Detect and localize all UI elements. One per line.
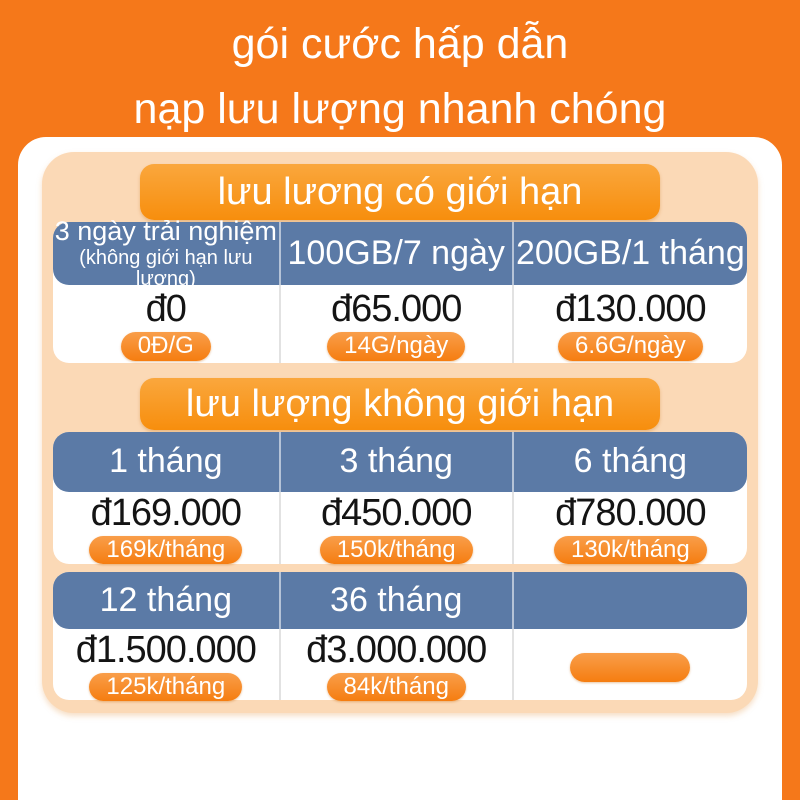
plan-duration-label: 3 ngày trải nghiệm — [54, 216, 277, 247]
price-per-unit-badge: 169k/tháng — [89, 536, 242, 564]
section-banner-unlimited: lưu lượng không giới hạn — [140, 378, 660, 430]
plan-duration-cell-12m: 12 tháng — [53, 572, 281, 629]
unlimited-plans-table-row1 — [53, 432, 747, 564]
plan-price-cell — [53, 629, 281, 700]
limited-plans-header-row — [53, 216, 747, 290]
price-per-unit-badge: 125k/tháng — [89, 673, 242, 701]
row-spacer — [42, 564, 758, 570]
section-banner-limited: lưu lương có giới hạn — [140, 164, 660, 220]
price-per-unit-badge: 6.6G/ngày — [558, 332, 703, 361]
plan-price-cell — [53, 492, 281, 564]
plan-price-cell — [514, 285, 747, 363]
price-per-unit-badge-empty — [570, 653, 690, 682]
price-per-unit-badge: 150k/tháng — [320, 536, 473, 564]
price-value: đ169.000 — [90, 492, 242, 534]
price-value: đ450.000 — [320, 492, 472, 534]
content-card — [18, 137, 782, 800]
price-value: đ1.500.000 — [75, 628, 256, 671]
plan-duration-cell-200gb: 200GB/1 tháng — [516, 233, 745, 272]
unlimited-plans-header-row — [53, 432, 747, 492]
price-value: đ0 — [145, 287, 186, 330]
plan-duration-cell-3m: 3 tháng — [281, 432, 514, 492]
price-value: đ3.000.000 — [306, 628, 487, 671]
price-per-unit-badge: 84k/tháng — [327, 673, 466, 701]
plan-duration-cell-trial — [53, 216, 281, 290]
price-value: đ130.000 — [555, 287, 706, 330]
unlimited-plans-price-row — [53, 629, 747, 700]
poster-header — [0, 0, 800, 135]
plan-price-cell — [53, 285, 281, 363]
unlimited-plans-price-row — [53, 492, 747, 564]
plan-duration-sublabel: (không giới hạn lưu lượng) — [79, 246, 253, 290]
plan-price-cell — [281, 285, 514, 363]
limited-plans-table — [53, 216, 747, 363]
plan-price-cell-empty — [514, 629, 747, 700]
plan-price-cell — [514, 492, 747, 564]
unlimited-plans-table-row2 — [53, 572, 747, 700]
poster-title-line2: nạp lưu lượng nhanh chóng — [133, 85, 667, 134]
price-per-unit-badge: 0Đ/G — [121, 332, 211, 361]
limited-plans-price-row — [53, 285, 747, 363]
plan-price-cell — [281, 492, 514, 564]
plans-panel — [42, 152, 758, 713]
plan-duration-cell-1m: 1 tháng — [53, 432, 281, 492]
plan-duration-cell-100gb: 100GB/7 ngày — [281, 222, 514, 285]
unlimited-plans-header-row — [53, 572, 747, 629]
price-value: đ65.000 — [331, 287, 462, 330]
price-per-unit-badge: 130k/tháng — [554, 536, 707, 564]
plan-price-cell — [281, 629, 514, 700]
plan-duration-cell-6m: 6 tháng — [573, 442, 688, 481]
price-per-unit-badge: 14G/ngày — [327, 332, 465, 361]
plan-duration-cell-36m: 36 tháng — [281, 572, 514, 629]
poster-title-line1: gói cước hấp dẫn — [231, 20, 569, 68]
plan-duration-cell-blank — [514, 572, 747, 629]
price-value: đ780.000 — [555, 492, 706, 534]
